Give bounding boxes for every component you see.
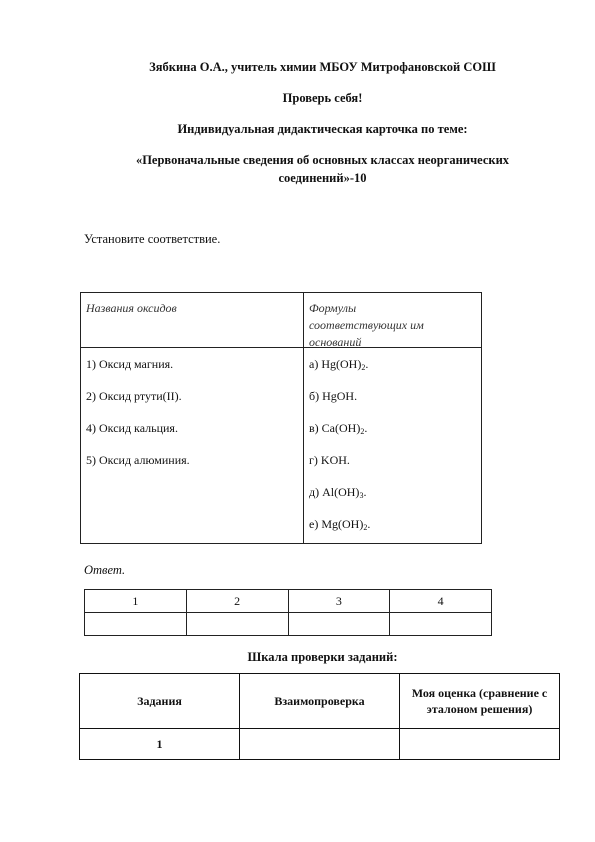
answer-cell[interactable] <box>288 613 390 636</box>
oxides-header: Названия оксидов <box>86 301 177 315</box>
oxide-item: 1) Оксид магния. <box>86 357 174 371</box>
topic-line-1: «Первоначальные сведения об основных классах неорганических <box>135 153 510 167</box>
scale-peer-check-cell[interactable] <box>240 729 400 760</box>
scale-task-number: 1 <box>80 729 240 760</box>
answer-table <box>84 589 492 636</box>
answer-col-header: 4 <box>390 590 492 613</box>
oxide-item: 2) Оксид ртути(II). <box>86 389 182 403</box>
answer-col-header: 3 <box>288 590 390 613</box>
card-title: Индивидуальная дидактическая карточка по теме: <box>177 122 468 136</box>
topic-line-2: соединений»-10 <box>278 171 367 185</box>
answer-cell[interactable] <box>186 613 288 636</box>
scale-header-self-grade: Моя оценка (сравнение с эталоном решения) <box>400 674 560 729</box>
answer-cell[interactable] <box>85 613 187 636</box>
answer-label: Ответ. <box>84 563 126 577</box>
formula-item: б) HgOH. <box>309 389 358 403</box>
scale-header-peer-check: Взаимопроверка <box>240 674 400 729</box>
oxide-item: 4) Оксид кальция. <box>86 421 178 435</box>
formulas-header: Формулы соответствующих им оснований <box>309 301 424 349</box>
answer-cell[interactable] <box>390 613 492 636</box>
formula-item: в) $Ca(OH)_2$. <box>309 421 368 436</box>
formula-item: д) $Al(OH)_3$. <box>309 485 367 500</box>
author-line: Зябкина О.А., учитель химии МБОУ Митрофановской СОШ <box>149 60 496 74</box>
scale-self-grade-cell[interactable] <box>400 729 560 760</box>
oxide-item: 5) Оксид алюминия. <box>86 453 190 467</box>
answer-col-header: 2 <box>186 590 288 613</box>
formula-item: е) $Mg(OH)_2$. <box>309 517 371 532</box>
instruction-text: Установите соответствие. <box>84 232 221 246</box>
scale-table <box>79 673 560 760</box>
scale-title: Шкала проверки заданий: <box>247 650 398 664</box>
formula-item: а) $Hg(OH)_2$. <box>309 357 369 372</box>
formula-item: г) KOH. <box>309 453 350 467</box>
check-yourself-title: Проверь себя! <box>282 91 363 105</box>
answer-col-header: 1 <box>85 590 187 613</box>
scale-header-tasks: Задания <box>80 674 240 729</box>
matching-table <box>80 292 482 544</box>
